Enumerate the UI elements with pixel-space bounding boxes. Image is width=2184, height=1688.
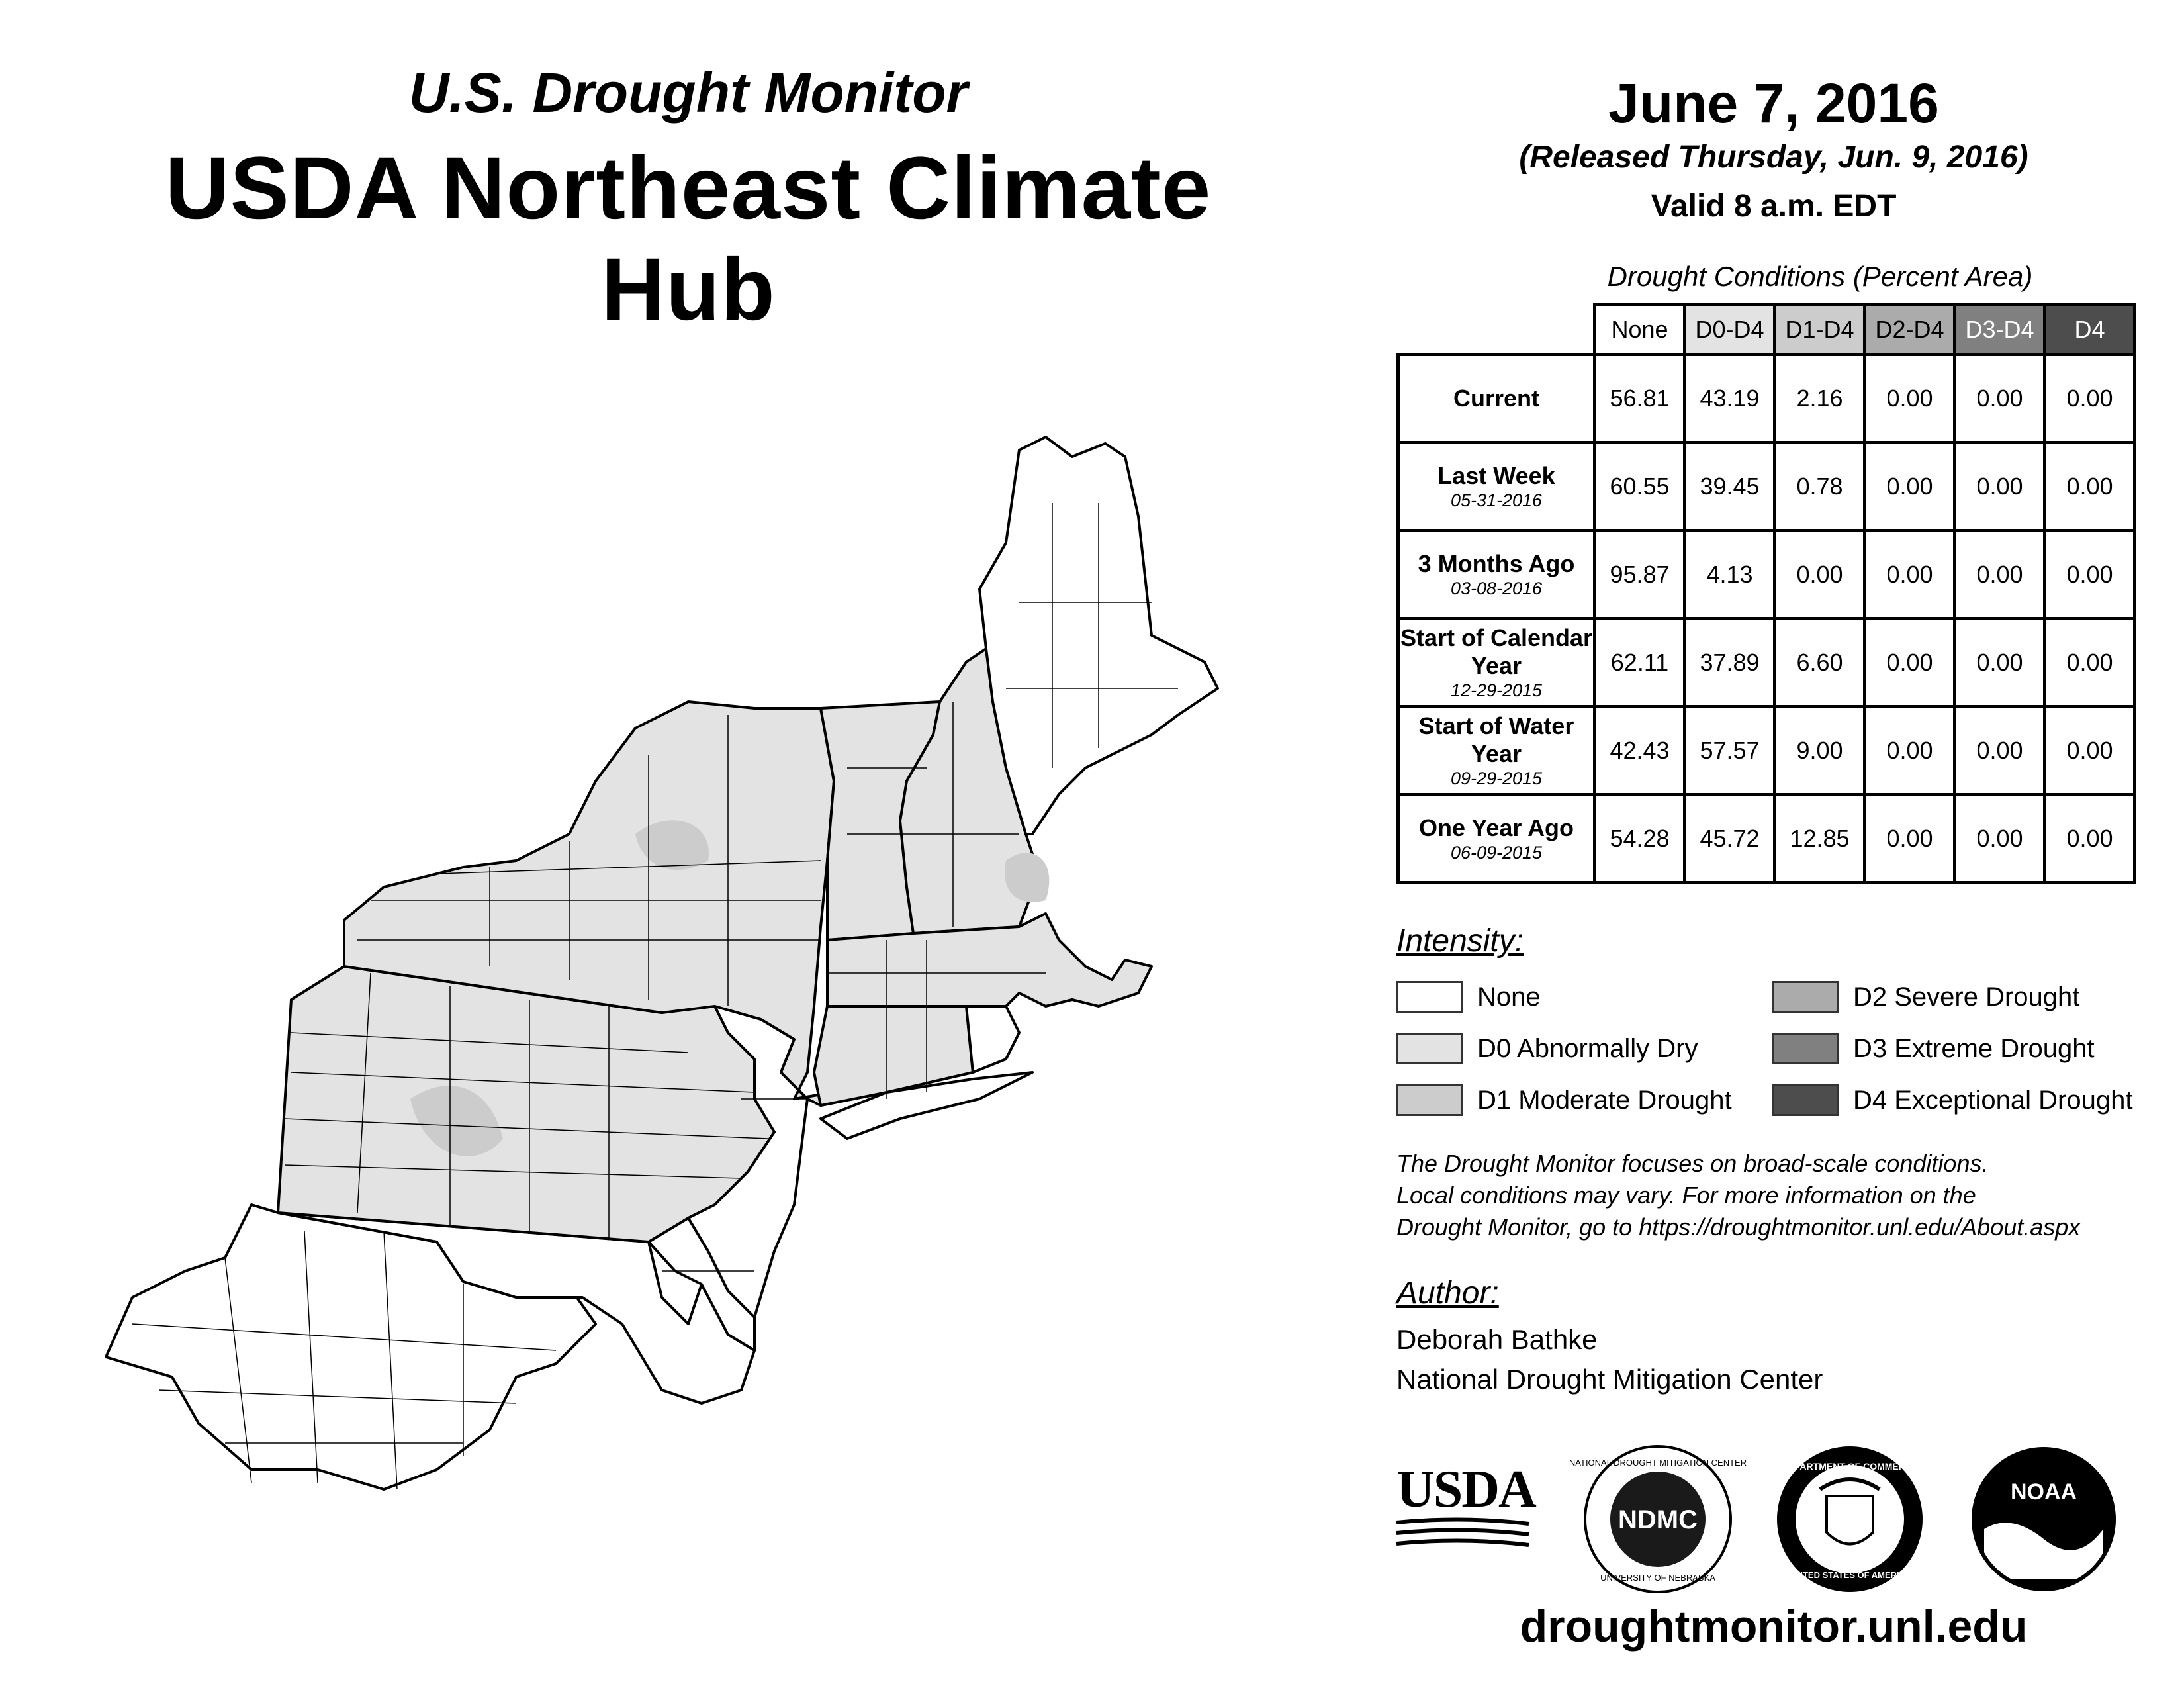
table-cell: 0.00	[1865, 619, 1955, 707]
row-label	[1398, 443, 1595, 531]
column-header-d3-d4: D3-D4	[1955, 305, 2045, 355]
table-cell: 0.00	[2045, 707, 2135, 795]
legend-swatch	[1396, 1084, 1463, 1116]
state-rhode-island	[966, 1006, 1019, 1072]
legend-label: D3 Extreme Drought	[1853, 1033, 2095, 1063]
drought-conditions-table	[1396, 303, 2136, 884]
ndmc-ring-bottom: UNIVERSITY OF NEBRASKA	[1600, 1573, 1715, 1583]
commerce-ring-bottom: UNITED STATES OF AMERICA	[1788, 1570, 1912, 1580]
release-date: (Released Thursday, Jun. 9, 2016)	[1519, 140, 2028, 175]
legend-label: D0 Abnormally Dry	[1477, 1033, 1698, 1063]
map-date: June 7, 2016	[1608, 72, 1939, 134]
row-sublabel: 05-31-2016	[1450, 491, 1543, 510]
row-label-text: One Year Ago	[1418, 814, 1574, 841]
table-row	[1398, 707, 2135, 795]
table-cell: 42.43	[1595, 707, 1685, 795]
row-label	[1398, 707, 1595, 795]
table-row	[1398, 531, 2135, 619]
table-cell: 0.00	[2045, 443, 2135, 531]
table-cell: 0.00	[1955, 619, 2045, 707]
table-cell: 60.55	[1595, 443, 1685, 531]
legend-item-none	[1396, 978, 1541, 1015]
row-label	[1398, 355, 1595, 443]
table-cell: 0.00	[1955, 443, 2045, 531]
table-cell: 0.78	[1775, 443, 1865, 531]
column-header-d1-d4: D1-D4	[1775, 305, 1865, 355]
column-header-d2-d4: D2-D4	[1865, 305, 1955, 355]
table-cell: 0.00	[1865, 355, 1955, 443]
table-cell: 0.00	[2045, 355, 2135, 443]
row-label	[1398, 531, 1595, 619]
legend-label: D2 Severe Drought	[1853, 982, 2080, 1011]
table-cell: 0.00	[1955, 355, 2045, 443]
commerce-seal	[1774, 1443, 1926, 1595]
column-header-d0-d4: D0-D4	[1685, 305, 1775, 355]
row-sublabel: 03-08-2016	[1450, 579, 1543, 598]
table-cell: 0.00	[1775, 531, 1865, 619]
table-caption: Drought Conditions (Percent Area)	[1607, 261, 2033, 292]
row-label	[1398, 795, 1595, 883]
table-cell: 6.60	[1775, 619, 1865, 707]
row-label-text: Last Week	[1437, 462, 1555, 489]
table-row	[1398, 619, 2135, 707]
map-title: USDA Northeast Climate Hub	[165, 139, 1212, 339]
table-cell: 62.11	[1595, 619, 1685, 707]
table-corner	[1398, 305, 1595, 355]
legend-label: D4 Exceptional Drought	[1853, 1085, 2133, 1115]
table-cell: 0.00	[1955, 795, 2045, 883]
table-cell: 39.45	[1685, 443, 1775, 531]
author-organization: National Drought Mitigation Center	[1396, 1364, 1823, 1395]
valid-time: Valid 8 a.m. EDT	[1651, 189, 1897, 224]
note-line: Drought Monitor, go to https://droughtmonitor.unl.edu/About.aspx	[1396, 1213, 2081, 1241]
table-cell: 0.00	[1955, 531, 2045, 619]
legend-swatch	[1772, 1084, 1839, 1116]
footer-url[interactable]: droughtmonitor.unl.edu	[1520, 1601, 2028, 1652]
noaa-logo	[1971, 1446, 2116, 1592]
table-cell: 0.00	[1955, 707, 2045, 795]
usda-logo-text: USDA	[1396, 1460, 1535, 1519]
noaa-logo-text: NOAA	[2010, 1479, 2077, 1505]
table-cell: 0.00	[1865, 707, 1955, 795]
author-name: Deborah Bathke	[1396, 1324, 1598, 1355]
note-line: The Drought Monitor focuses on broad-scale conditions.	[1396, 1150, 1989, 1177]
usda-logo	[1396, 1460, 1535, 1562]
table-cell: 12.85	[1775, 795, 1865, 883]
table-row	[1398, 355, 2135, 443]
table-cell: 0.00	[1865, 531, 1955, 619]
row-label-text: Start of Calendar Year	[1400, 624, 1593, 679]
column-header-none: None	[1595, 305, 1685, 355]
table-cell: 0.00	[1865, 795, 1955, 883]
row-label	[1398, 619, 1595, 707]
author-heading: Author:	[1396, 1276, 1499, 1311]
row-label-text: Start of Water Year	[1418, 712, 1574, 767]
table-cell: 45.72	[1685, 795, 1775, 883]
table-row	[1398, 795, 2135, 883]
disclaimer-note	[1396, 1148, 2164, 1243]
legend-item-d0	[1396, 1030, 1698, 1067]
table-cell: 2.16	[1775, 355, 1865, 443]
table-cell: 54.28	[1595, 795, 1685, 883]
legend-swatch	[1396, 1033, 1463, 1064]
row-label-text: 3 Months Ago	[1418, 550, 1575, 577]
northeast-drought-map	[93, 437, 1284, 1496]
legend-label: None	[1477, 982, 1541, 1011]
table-cell: 0.00	[2045, 619, 2135, 707]
legend-item-d3	[1772, 1030, 2095, 1067]
ndmc-ring-top: NATIONAL DROUGHT MITIGATION CENTER	[1569, 1458, 1747, 1468]
ndmc-logo-text: NDMC	[1618, 1505, 1698, 1534]
legend-item-d2	[1772, 978, 2079, 1015]
legend-item-d1	[1396, 1082, 1732, 1119]
ndmc-logo	[1569, 1443, 1747, 1595]
legend-swatch	[1396, 981, 1463, 1013]
shield-icon	[1827, 1496, 1873, 1544]
row-sublabel: 09-29-2015	[1450, 769, 1543, 788]
table-cell: 9.00	[1775, 707, 1865, 795]
legend-label: D1 Moderate Drought	[1477, 1085, 1732, 1115]
table-cell: 95.87	[1595, 531, 1685, 619]
commerce-ring-top: DEPARTMENT OF COMMERCE	[1781, 1461, 1919, 1472]
table-cell: 0.00	[2045, 531, 2135, 619]
row-sublabel: 12-29-2015	[1450, 680, 1543, 700]
map-subtitle: U.S. Drought Monitor	[408, 62, 968, 124]
region-fill	[106, 437, 1218, 1489]
row-sublabel: 06-09-2015	[1450, 843, 1543, 863]
table-row	[1398, 443, 2135, 531]
table-cell: 37.89	[1685, 619, 1775, 707]
table-cell: 0.00	[2045, 795, 2135, 883]
table-cell: 0.00	[1865, 443, 1955, 531]
legend-heading: Intensity:	[1396, 923, 1524, 959]
usda-logo-stripes	[1396, 1516, 1529, 1556]
note-line: Local conditions may vary. For more information on the	[1396, 1182, 1976, 1209]
table-cell: 57.57	[1685, 707, 1775, 795]
table-cell: 43.19	[1685, 355, 1775, 443]
table-cell: 4.13	[1685, 531, 1775, 619]
column-header-d4: D4	[2045, 305, 2135, 355]
row-label-text: Current	[1453, 385, 1539, 412]
table-cell: 56.81	[1595, 355, 1685, 443]
legend-swatch	[1772, 1033, 1839, 1064]
legend-item-d4	[1772, 1082, 2132, 1119]
legend-swatch	[1772, 981, 1839, 1013]
